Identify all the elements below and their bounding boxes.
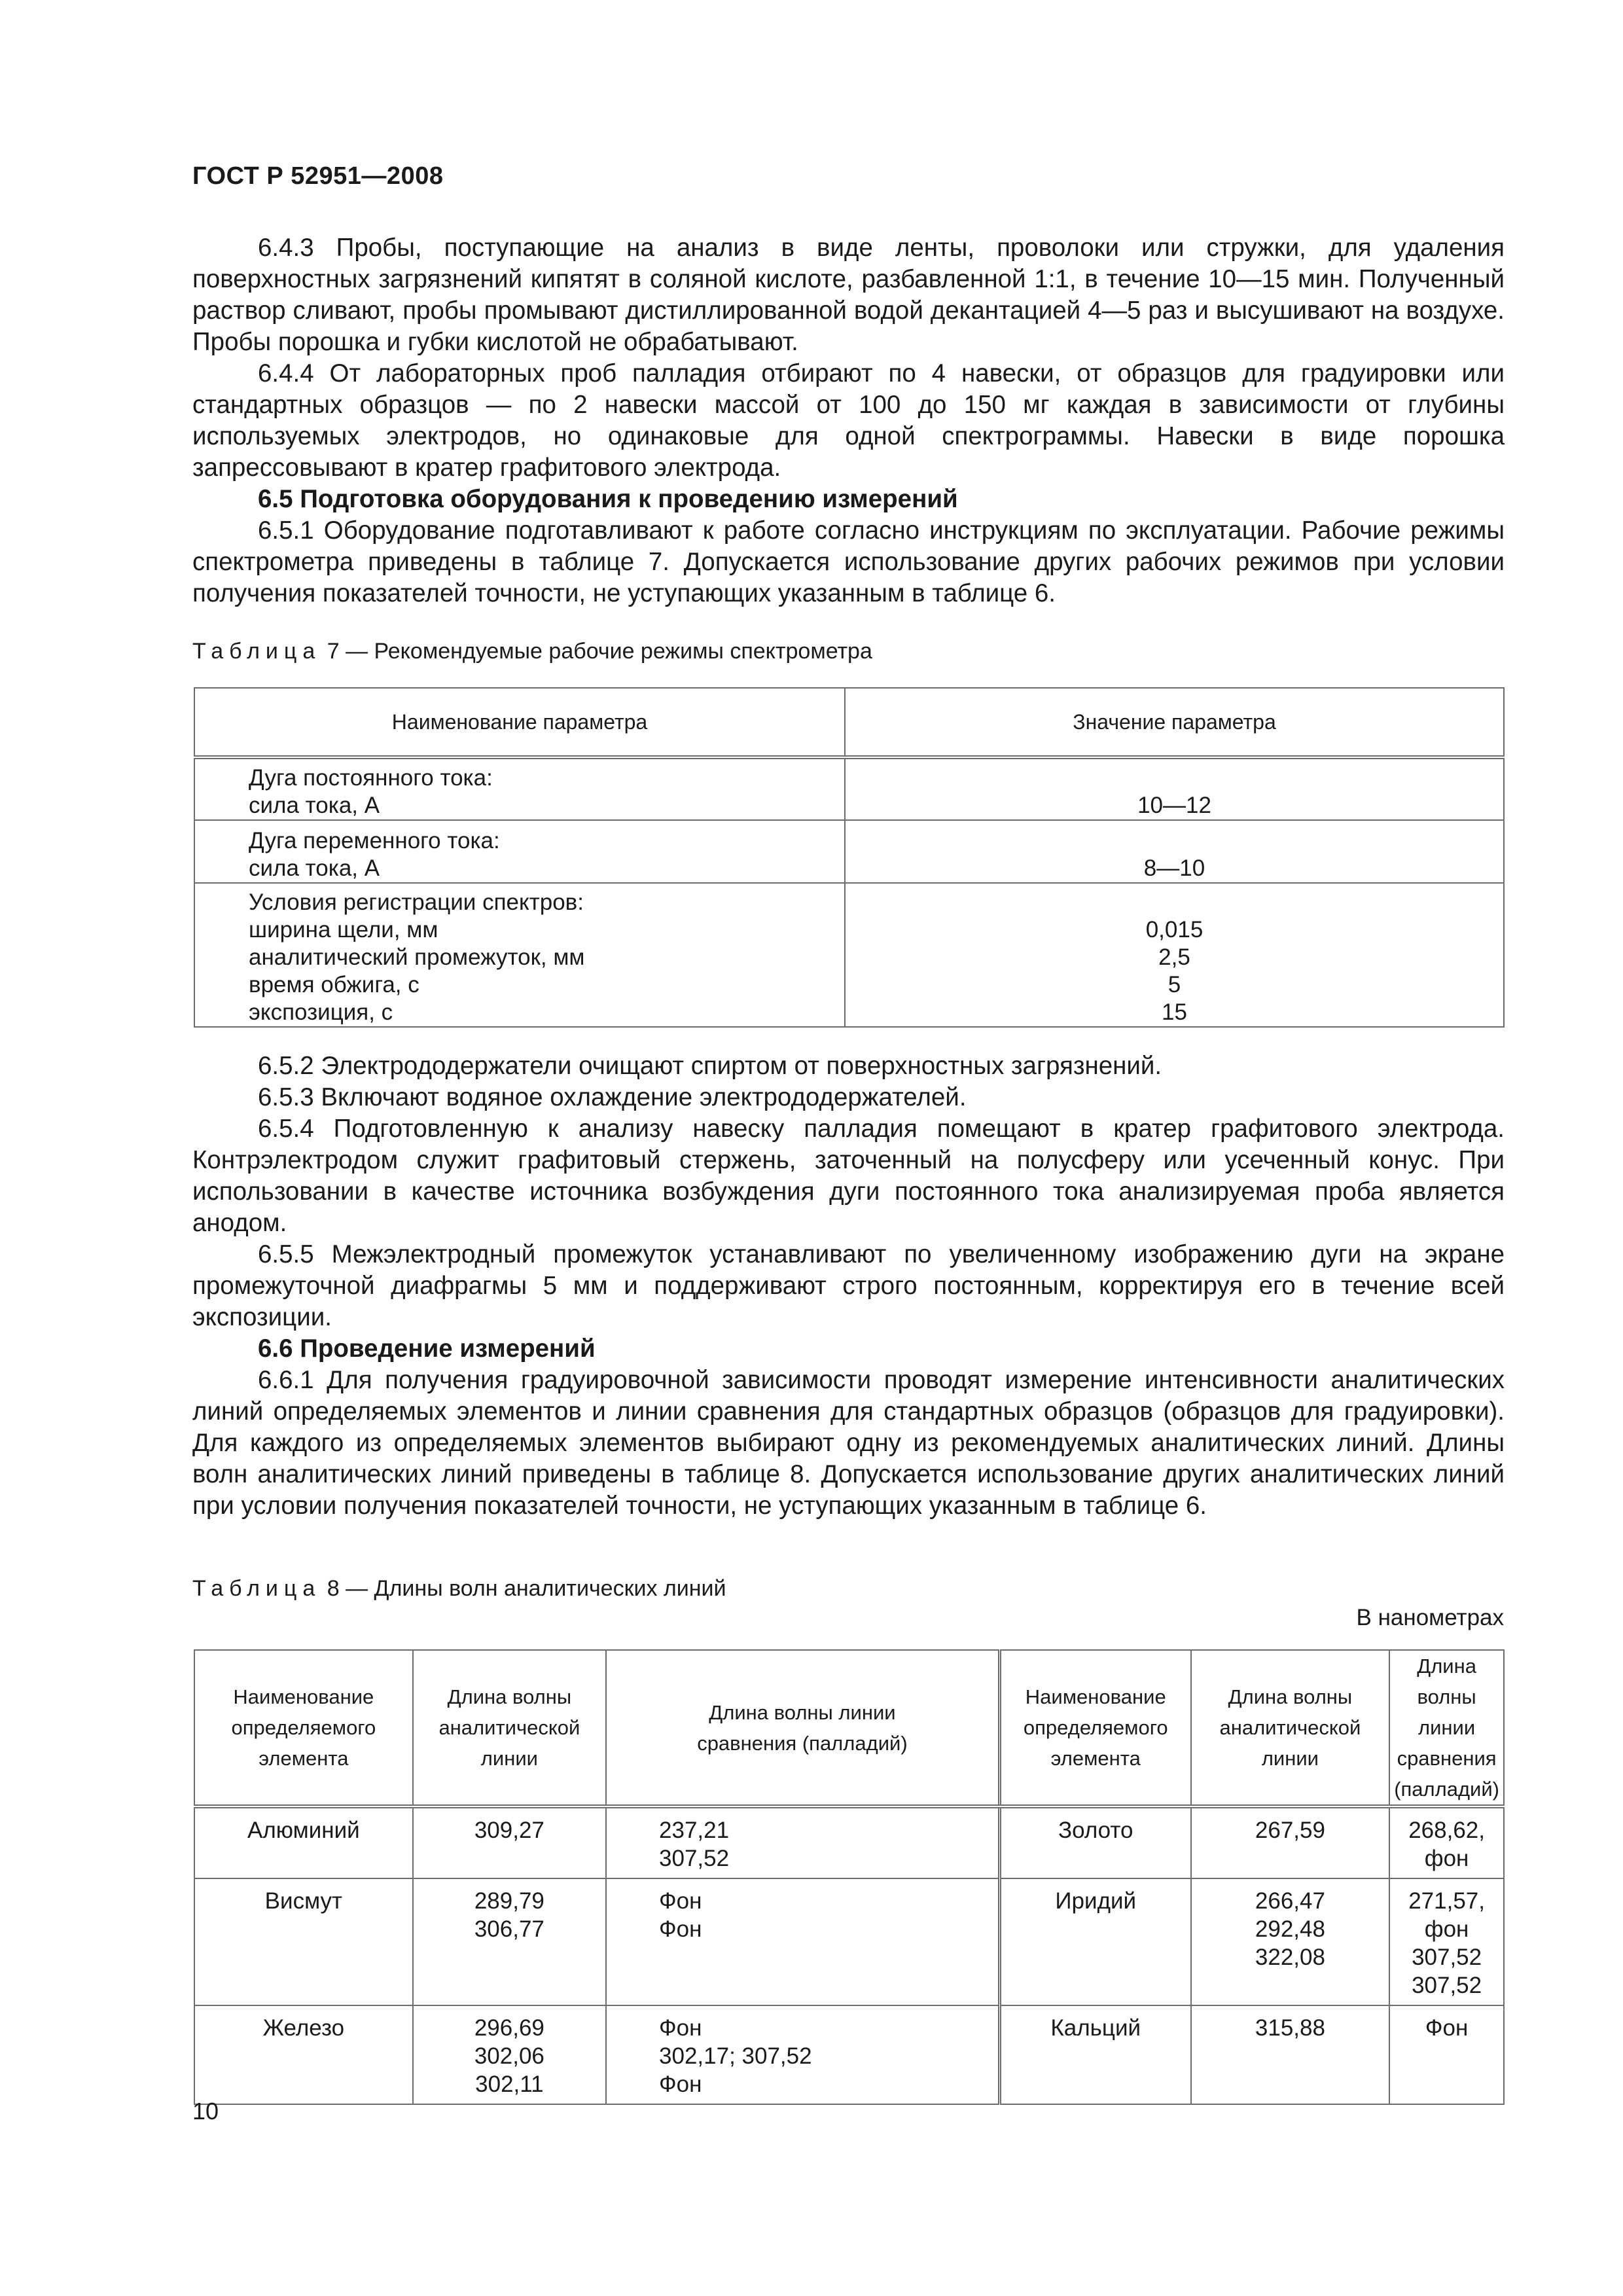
table8-caption: Таблица 8 — Длины волн аналитических линий <box>192 1576 726 1601</box>
reference-cell: 271,57, фон 307,52 307,52 <box>1389 1878 1504 2005</box>
paragraph-6-5-1: 6.5.1 Оборудование подготавливают к работе согласно инструкциям по эксплуатации. Рабочие режимы спектрометра приведены в таблице 7. Допускается использование других рабочих режимов при условии получения показателей точности, не уступающих указанным в таблице 6. <box>192 516 1505 607</box>
section-heading-6-6: 6.6 Проведение измерений <box>258 1335 596 1363</box>
value-cell: 0,015 2,5 5 15 <box>845 883 1504 1027</box>
page-number: 10 <box>192 2098 219 2125</box>
table-row <box>194 1806 1504 1878</box>
table-header-row <box>194 1650 1504 1806</box>
paragraph-6-5-2: 6.5.2 Электрододержатели очищают спиртом от поверхностных загрязнений. <box>258 1052 1162 1080</box>
element-cell: Железо <box>194 2005 413 2104</box>
column-header: Длина волны линии сравнения (палладий) <box>1389 1650 1504 1806</box>
column-header: Наименование определяемого элемента <box>194 1650 413 1806</box>
column-header: Длина волны аналитической линии <box>413 1650 606 1806</box>
document-header: ГОСТ Р 52951—2008 <box>192 162 444 190</box>
paragraph-6-5-4: 6.5.4 Подготовленную к анализу навеску палладия помещают в кратер графитового электрода. Контрэлектродом служит графитовый стержень, заточенный на полусферу или усеченный конус. При использовании в качестве источника возбуждения дуги постоянного тока анализируемая проба является анодом. <box>192 1115 1505 1237</box>
wavelength-cell: 289,79 306,77 <box>413 1878 606 2005</box>
element-cell: Висмут <box>194 1878 413 2005</box>
value-cell: 10—12 <box>845 757 1504 820</box>
element-cell: Иридий <box>999 1878 1190 2005</box>
param-cell: Дуга переменного тока: сила тока, А <box>194 820 845 883</box>
element-cell: Золото <box>999 1806 1190 1878</box>
param-cell: Дуга постоянного тока: сила тока, А <box>194 757 845 820</box>
table7-spectrometer-modes <box>194 687 1505 1028</box>
element-cell: Кальций <box>999 2005 1190 2104</box>
table-row <box>194 820 1504 883</box>
reference-cell: Фон 302,17; 307,52 Фон <box>606 2005 999 2104</box>
paragraph-6-5-5: 6.5.5 Межэлектродный промежуток устанавливают по увеличенному изображению дуги на экране промежуточной диафрагмы 5 мм и поддерживают строго постоянным, корректируя его в течение всей экспозиции. <box>192 1240 1505 1331</box>
value-cell: 8—10 <box>845 820 1504 883</box>
paragraph-6-5-3: 6.5.3 Включают водяное охлаждение электрододержателей. <box>258 1083 967 1111</box>
table-row <box>194 757 1504 820</box>
wavelength-cell: 296,69 302,06 302,11 <box>413 2005 606 2104</box>
wavelength-cell: 267,59 <box>1191 1806 1390 1878</box>
reference-cell: Фон <box>1389 2005 1504 2104</box>
column-header: Длина волны аналитической линии <box>1191 1650 1390 1806</box>
table-header-row <box>194 688 1504 757</box>
column-header: Наименование параметра <box>194 688 845 757</box>
reference-cell: 268,62, фон <box>1389 1806 1504 1878</box>
paragraph-6-6-1: 6.6.1 Для получения градуировочной зависимости проводят измерение интенсивности аналитических линий определяемых элементов и линии сравнения для стандартных образцов (образцов для градуировки). Для каждого из определяемых элементов выбирают одну из рекомендуемых аналитических линий. Длины волн аналитических линий приведены в таблице 8. Допускается использование других аналитических линий при условии получения показателей точности, не уступающих указанным в таблице 6. <box>192 1366 1505 1520</box>
section-heading-6-5: 6.5 Подготовка оборудования к проведению измерений <box>258 485 958 513</box>
wavelength-cell: 309,27 <box>413 1806 606 1878</box>
table8-wavelengths <box>194 1649 1505 2105</box>
paragraph-6-4-4: 6.4.4 От лабораторных проб палладия отбирают по 4 навески, от образцов для градуировки или стандартных образцов — по 2 навески массой от 100 до 150 мг каждая в зависимости от глубины используемых электродов, но одинаковые для одной спектрограммы. Навески в виде порошка запрессовывают в кратер графитового электрода. <box>192 359 1505 482</box>
param-cell: Условия регистрации спектров: ширина щели, мм аналитический промежуток, мм время обжига, с экспозиция, с <box>194 883 845 1027</box>
element-cell: Алюминий <box>194 1806 413 1878</box>
column-header: Длина волны линии сравнения (палладий) <box>606 1650 999 1806</box>
table8-units: В нанометрах <box>1356 1605 1504 1630</box>
column-header: Значение параметра <box>845 688 1504 757</box>
reference-cell: Фон Фон <box>606 1878 999 2005</box>
column-header: Наименование определяемого элемента <box>999 1650 1190 1806</box>
table-row <box>194 2005 1504 2104</box>
table-row <box>194 1878 1504 2005</box>
table7-caption: Таблица 7 — Рекомендуемые рабочие режимы спектрометра <box>192 639 872 664</box>
table-row <box>194 883 1504 1027</box>
reference-cell: 237,21 307,52 <box>606 1806 999 1878</box>
wavelength-cell: 266,47 292,48 322,08 <box>1191 1878 1390 2005</box>
wavelength-cell: 315,88 <box>1191 2005 1390 2104</box>
paragraph-6-4-3: 6.4.3 Пробы, поступающие на анализ в виде ленты, проволоки или стружки, для удаления поверхностных загрязнений кипятят в соляной кислоте, разбавленной 1:1, в течение 10—15 мин. Полученный раствор сливают, пробы промывают дистиллированной водой декантацией 4—5 раз и высушивают на воздухе. Пробы порошка и губки кислотой не обрабатывают. <box>192 234 1505 356</box>
